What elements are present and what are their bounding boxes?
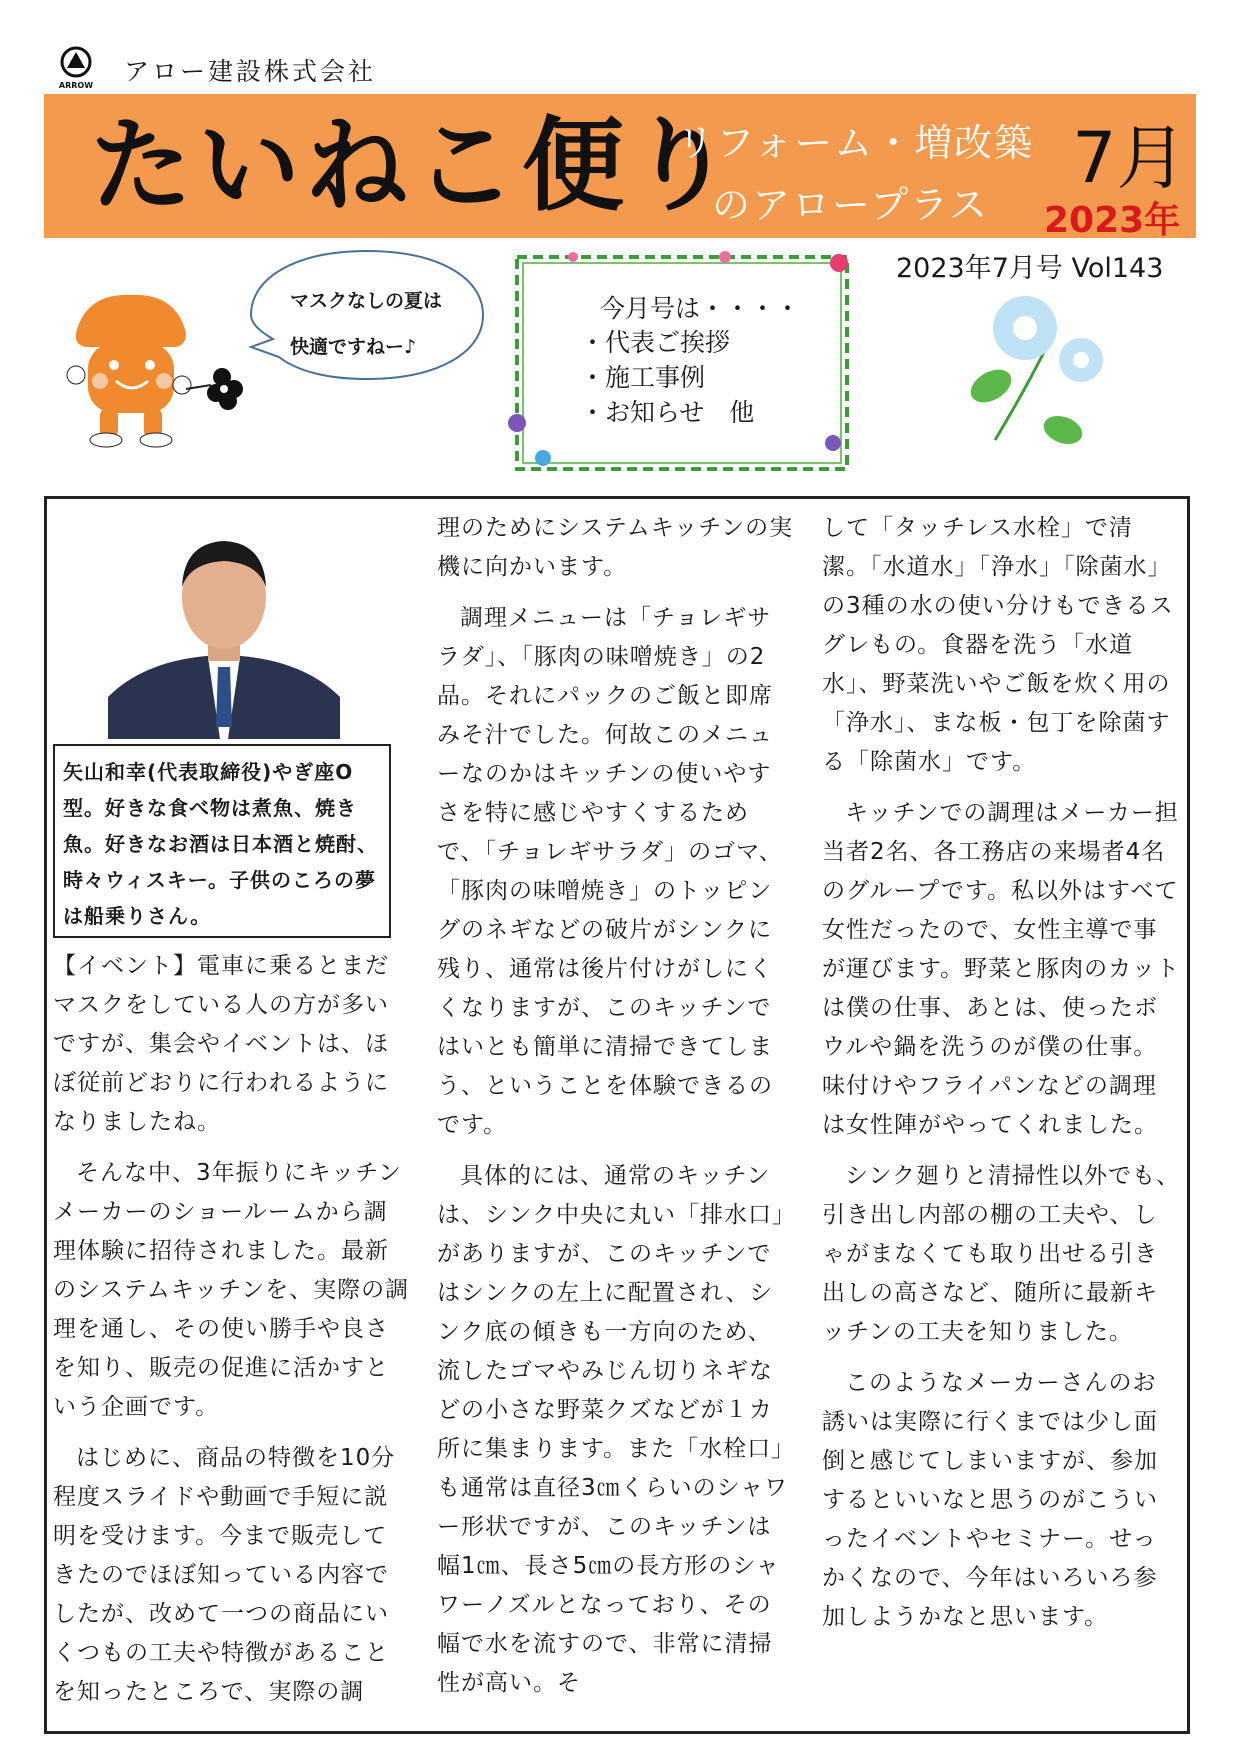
toc-heading: 今月号は・・・・ bbox=[600, 294, 801, 323]
paragraph: 理のためにシステムキッチンの実機に向かいます。 bbox=[437, 515, 794, 580]
banner-subtitle-1: リフォーム・増改築 bbox=[676, 121, 1035, 165]
banner-subtitle-2: のアロープラス bbox=[712, 183, 989, 227]
morning-glory-icon bbox=[965, 290, 1115, 450]
newsletter-title: たいねこ便り bbox=[90, 106, 738, 226]
banner-year: 2023年 bbox=[1044, 200, 1181, 241]
paragraph: 具体的には、通常のキッチンは、シンク中央に丸い「排水口」がありますが、このキッチンではシンクの左上に配置され、シンク底の傾きも一方向のため、流したゴマやみじん切りネギなどの小さな野菜クズなどが１カ所に集まります。また「水栓口」も通常は直径3㎝くらいのシャワー形状ですが、このキッチンは幅1㎝、長さ5㎝の長方形のシャワーノズルとなっており、その幅で水を流すので、非常に清掃性が高い。そ bbox=[437, 1163, 789, 1696]
bubble-text-1: マスクなしの夏は bbox=[290, 290, 443, 312]
paragraph: はじめに、商品の特徴を10分程度スライドや動画で手短に説明を受けます。今まで販売してきたのでほぼ知っている内容でしたが、改めて一つの商品にいくつもの工夫や特徴があることを知ったところで、実際の調 bbox=[53, 1445, 396, 1705]
paragraph: キッチンでの調理はメーカー担当者2名、各工務店の来場者4名のグループです。私以外はすべて女性だったので、女性主導で事が運びます。野菜と豚肉のカットは僕の仕事、あとは、使ったボウルや鍋を洗うのが僕の仕事。味付けやフライパンなどの調理は女性陣がやってくれました。 bbox=[822, 800, 1180, 1138]
paragraph: そんな中、3年振りにキッチンメーカーのショールームから調理体験に招待されました。最新のシステムキッチンを、実際の調理を通し、その使い勝手や良さを知り、販売の促進に活かすという企画です。 bbox=[53, 1160, 410, 1420]
title-banner bbox=[44, 94, 1196, 241]
paragraph: シンク廻りと清掃性以外でも、引き出し内部の棚の工夫や、しゃがまなくても取り出せる引き出しの高さなど、随所に最新キッチンの工夫を知りました。 bbox=[822, 1163, 1180, 1345]
banner-month: 7月 bbox=[1072, 117, 1187, 199]
company-name: アロー建設株式会社 bbox=[124, 57, 377, 86]
toc-item: ・お知らせ 他 bbox=[580, 398, 755, 427]
profile-box: 矢山和幸(代表取締役)やぎ座O型。好きな食べ物は煮魚、焼き魚。好きなお酒は日本酒と焼酎、時々ウィスキー。子供のころの夢は船乗りさん。 bbox=[53, 744, 391, 938]
issue-number: 2023年7月号 Vol143 bbox=[896, 253, 1164, 284]
toc-item: ・施工事例 bbox=[580, 363, 706, 392]
paragraph: して「タッチレス水栓」で清潔。「水道水」「浄水」「除菌水」の3種の水の使い分けもできるスグレもの。食器を洗う「水道水」、野菜洗いやご飯を炊く用の「浄水」、まな板・包丁を除菌する「除菌水」です。 bbox=[822, 515, 1174, 775]
article-column-3 bbox=[822, 509, 1180, 1649]
paragraph: このようなメーカーさんのお誘いは実際に行くまでは少し面倒と感じてしまいますが、参加するといいなと思うのがこういったイベントやセミナー。せっかくなので、今年はいろいろ参加しようかなと思います。 bbox=[822, 1370, 1158, 1630]
paragraph: 調理メニューは「チョレギサラダ」、「豚肉の味噌焼き」の2品。それにパックのご飯と即席みそ汁でした。何故このメニューなのかはキッチンの使いやすさを特に感じやすくするためで、「チョレギサラダ」のゴマ、「豚肉の味噌焼き」のトッピングのネギなどの破片がシンクに残り、通常は後片付けがしにくくなりますが、このキッチンではいとも簡単に清掃できてしまう、ということを体験できるのです。 bbox=[437, 605, 783, 1138]
bubble-text-2: 快適ですねー♪ bbox=[290, 336, 417, 358]
portrait-photo bbox=[108, 517, 340, 739]
toc-item: ・代表ご挨拶 bbox=[580, 328, 731, 357]
logo-label: ARROW bbox=[58, 81, 94, 90]
article-column-2 bbox=[437, 509, 795, 1715]
paragraph: 【イベント】電車に乗るとまだマスクをしている人の方が多いですが、集会やイベントは、ほぼ従前どおりに行われるようになりましたね。 bbox=[53, 953, 389, 1135]
speech-bubble bbox=[247, 247, 487, 387]
arrow-logo-icon bbox=[56, 46, 96, 90]
article-column-1 bbox=[53, 947, 411, 1724]
